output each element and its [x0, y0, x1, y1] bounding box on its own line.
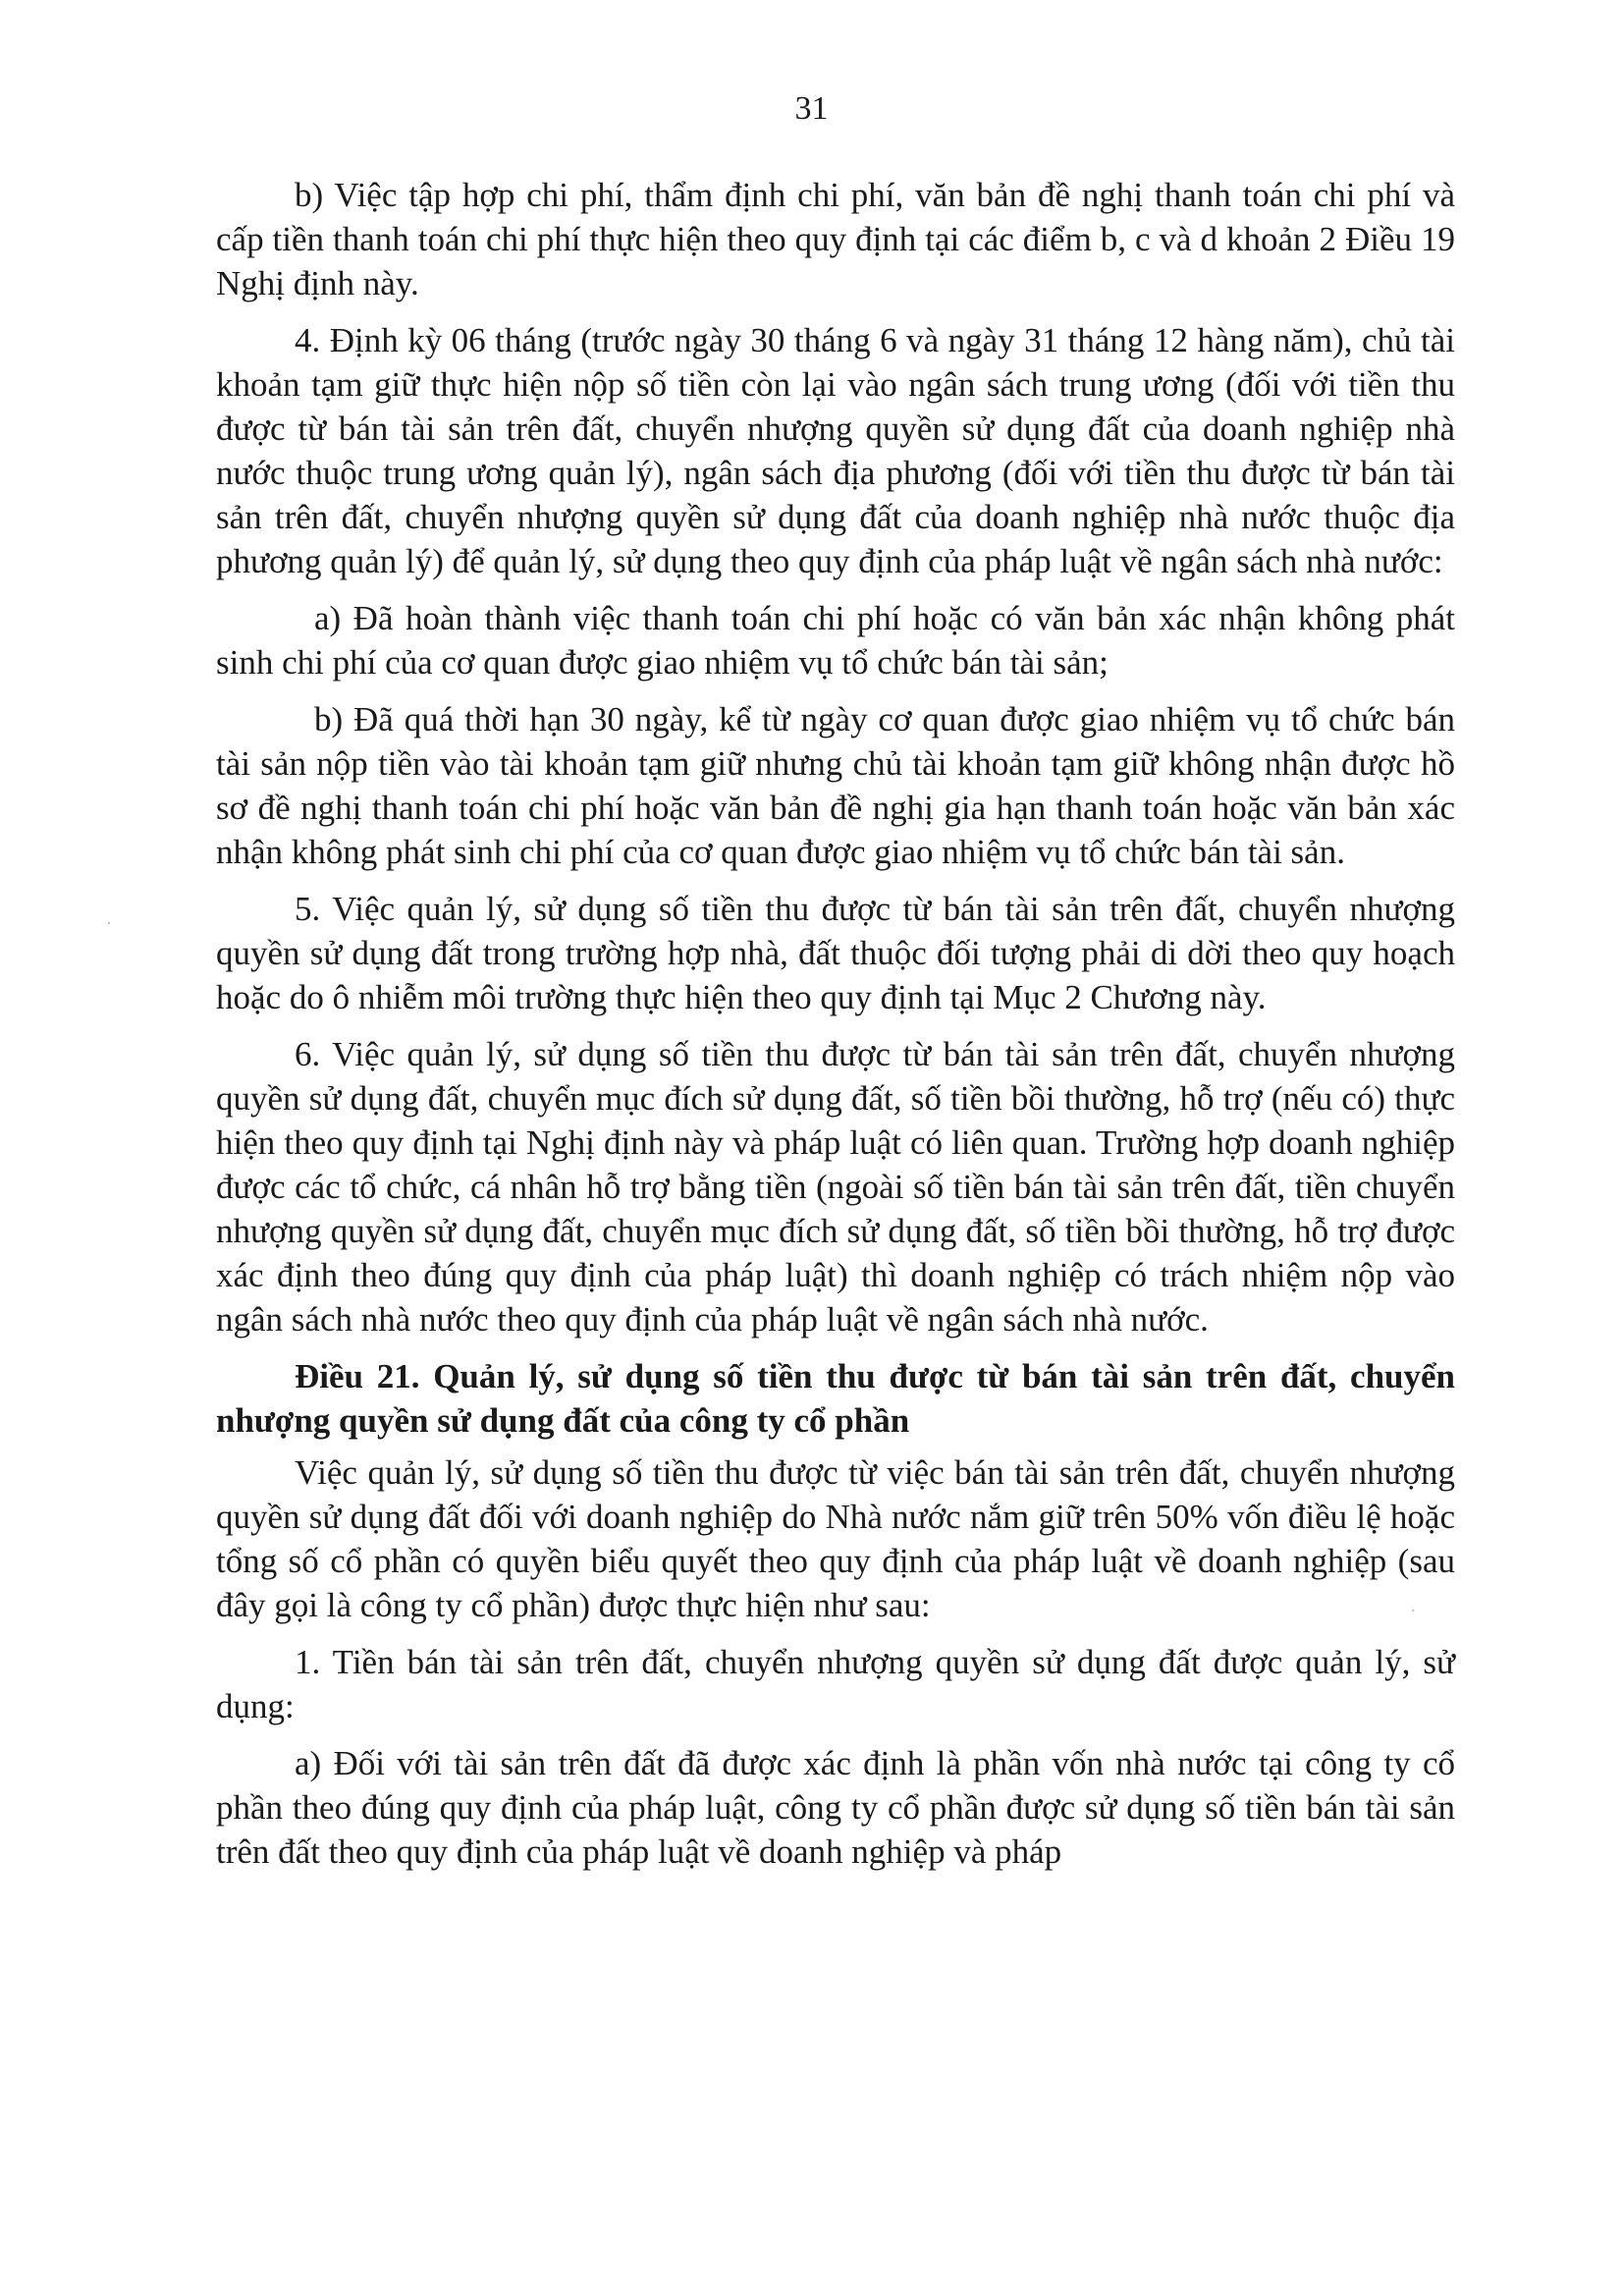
- paragraph-4: 4. Định kỳ 06 tháng (trước ngày 30 tháng 6 và ngày 31 tháng 12 hàng năm), chủ tài khoản tạm giữ thực hiện nộp số tiền còn lại vào ngân sách trung ương (đối với tiền thu được từ bán tài sản trên đất, chuyển nhượng quyền sử dụng đất của doanh nghiệp nhà nước thuộc trung ương quản lý), ngân sách địa phương (đối với tiền thu được từ bán tài sản trên đất, chuyển nhượng quyền sử dụng đất của doanh nghiệp nhà nước thuộc địa phương quản lý) để quản lý, sử dụng theo quy định của pháp luật về ngân sách nhà nước:: [216, 321, 1455, 580]
- article-21-clause-1: 1. Tiền bán tài sản trên đất, chuyển nhượng quyền sử dụng đất được quản lý, sử dụng:: [216, 1643, 1455, 1725]
- article-21-clause-1a: a) Đối với tài sản trên đất đã được xác định là phần vốn nhà nước tại công ty cổ phần theo đúng quy định của pháp luật, công ty cổ phần được sử dụng số tiền bán tài sản trên đất theo quy định của pháp luật về doanh nghiệp và pháp: [216, 1744, 1455, 1871]
- paragraph-3b: b) Việc tập hợp chi phí, thẩm định chi phí, văn bản đề nghị thanh toán chi phí và cấp tiền thanh toán chi phí thực hiện theo quy định tại các điểm b, c và d khoản 2 Điều 19 Nghị định này.: [216, 176, 1455, 302]
- paragraph-4b: b) Đã quá thời hạn 30 ngày, kể từ ngày cơ quan được giao nhiệm vụ tổ chức bán tài sản nộp tiền vào tài khoản tạm giữ nhưng chủ tài khoản tạm giữ không nhận được hồ sơ đề nghị thanh toán chi phí hoặc văn bản đề nghị gia hạn thanh toán hoặc văn bản xác nhận không phát sinh chi phí của cơ quan được giao nhiệm vụ tổ chức bán tài sản.: [216, 700, 1455, 871]
- scan-speck: ·: [1410, 1601, 1416, 1620]
- paragraph-4a: a) Đã hoàn thành việc thanh toán chi phí hoặc có văn bản xác nhận không phát sinh chi phí của cơ quan được giao nhiệm vụ tổ chức bán tài sản;: [216, 599, 1455, 682]
- article-21-intro: Việc quản lý, sử dụng số tiền thu được từ việc bán tài sản trên đất, chuyển nhượng quyền sử dụng đất đối với doanh nghiệp do Nhà nước nắm giữ trên 50% vốn điều lệ hoặc tổng số cổ phần có quyền biểu quyết theo quy định của pháp luật về doanh nghiệp (sau đây gọi là công ty cổ phần) được thực hiện như sau:: [216, 1453, 1455, 1624]
- document-body: [216, 173, 1455, 1886]
- paragraph-6: 6. Việc quản lý, sử dụng số tiền thu được từ bán tài sản trên đất, chuyển nhượng quyền sử dụng đất, chuyển mục đích sử dụng đất, số tiền bồi thường, hỗ trợ (nếu có) thực hiện theo quy định tại Nghị định này và pháp luật có liên quan. Trường hợp doanh nghiệp được các tổ chức, cá nhân hỗ trợ bằng tiền (ngoài số tiền bán tài sản trên đất, tiền chuyển nhượng quyền sử dụng đất, chuyển mục đích sử dụng đất, số tiền bồi thường, hỗ trợ được xác định theo đúng quy định của pháp luật) thì doanh nghiệp có trách nhiệm nộp vào ngân sách nhà nước theo quy định của pháp luật về ngân sách nhà nước.: [216, 1035, 1455, 1339]
- scan-speck: ·: [106, 913, 112, 933]
- article-21-heading: Điều 21. Quản lý, sử dụng số tiền thu được từ bán tài sản trên đất, chuyển nhượng quyền sử dụng đất của công ty cổ phần: [216, 1357, 1455, 1440]
- paragraph-5: 5. Việc quản lý, sử dụng số tiền thu được từ bán tài sản trên đất, chuyển nhượng quyền sử dụng đất trong trường hợp nhà, đất thuộc đối tượng phải di dời theo quy hoạch hoặc do ô nhiễm môi trường thực hiện theo quy định tại Mục 2 Chương này.: [216, 890, 1455, 1016]
- page-number: 31: [794, 90, 829, 127]
